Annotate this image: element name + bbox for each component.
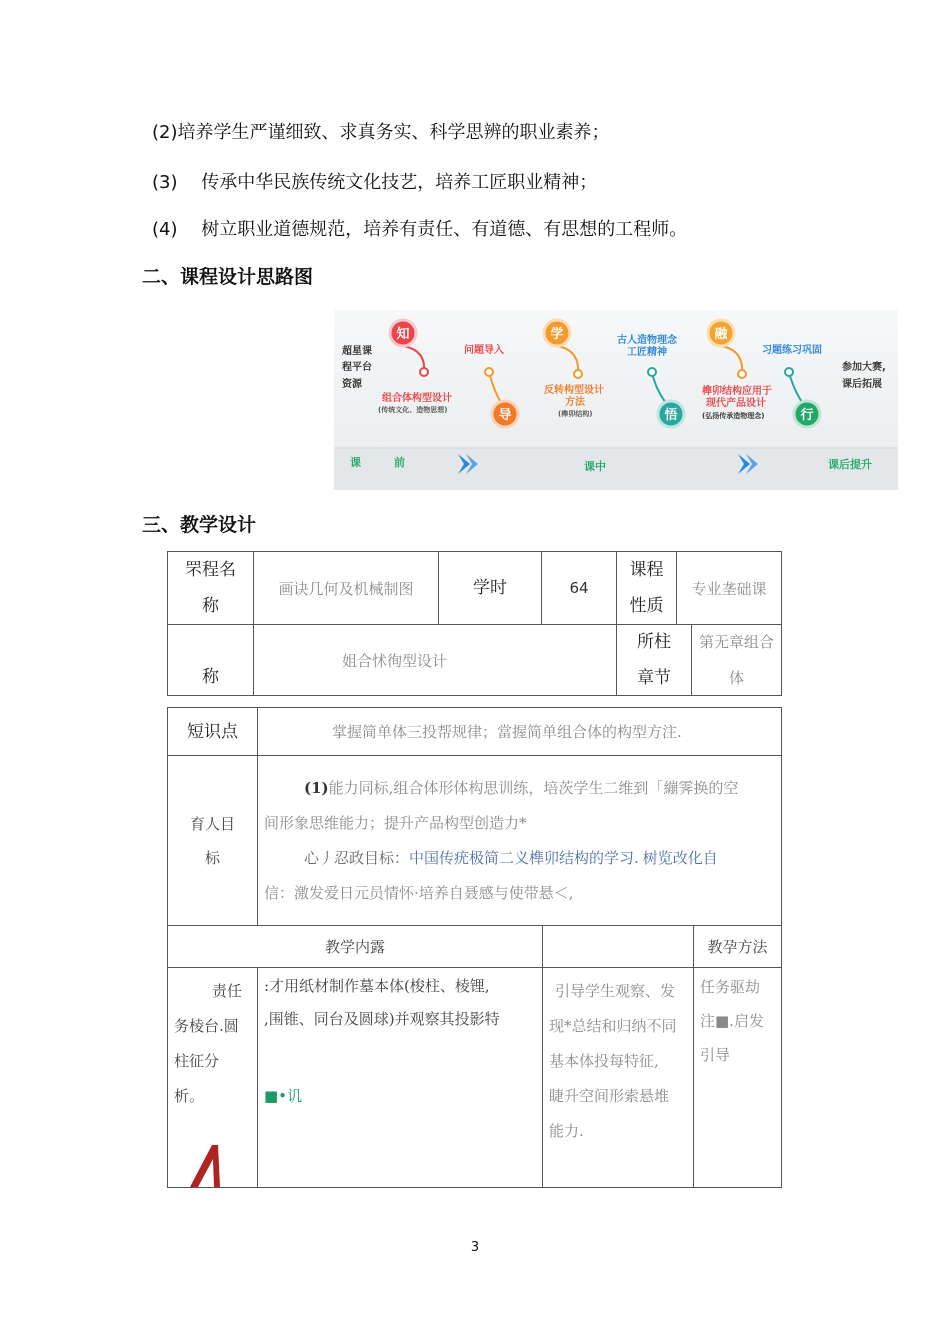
hours-label: 学时 (439, 552, 542, 625)
task-green-note: ■•讥 (264, 1087, 303, 1105)
diagram-right-text-2: 课后拓展 (842, 379, 882, 390)
svg-text:融: 融 (714, 327, 728, 342)
circle-xing (794, 401, 820, 427)
diagram-left-text-1: 超星课 (342, 346, 372, 357)
label-sunmao-sub: (弘扬传承造物理念) (702, 412, 765, 420)
objective-4 (152, 215, 687, 241)
section-heading-teaching-design: 三、教学设计 (142, 514, 257, 536)
chapter-label: 所柱 章节 (617, 625, 692, 695)
goal-line-1: (1)能力同标,组合体形体构思训练，培茨学生二维到「繃霁换的空 (304, 778, 739, 797)
label-zuhe: 组合体构型设计 (382, 393, 452, 404)
node-ring-2 (485, 368, 493, 376)
label-zuhe-sub: (传统文化、造物思想) (378, 406, 448, 414)
diagram-left-text-2: 程平台 (342, 362, 372, 373)
content-header: 教学内露 (168, 926, 543, 968)
timeline-ke: 课 (350, 456, 361, 469)
guidance-cell: 引导学生观察、发 现*总结和归纳不同 基本体投每特征, 睫升空间形索悬堆 能力. (543, 968, 694, 1188)
header-blank (543, 926, 694, 968)
chapter-cell (617, 625, 782, 696)
page-number: 3 (470, 1240, 480, 1255)
education-goal-value (258, 756, 782, 926)
objective-3-text: 传承中华民族传统文化技艺，培养工匠职业精神； (201, 172, 598, 193)
node-ring-1 (420, 368, 428, 376)
unit-name-label: 称 (168, 625, 254, 696)
node-ring-4 (648, 368, 656, 376)
education-goal-label: 育人目 标 (168, 756, 258, 926)
course-design-diagram (334, 310, 898, 490)
node-ring-3 (574, 370, 582, 378)
knowledge-label: 短识点 (168, 708, 258, 756)
svg-text:学: 学 (550, 327, 564, 342)
diagram-left-text-3: 资源 (342, 379, 362, 390)
label-fanzhuan-2: 方法 (565, 397, 585, 408)
hours-value: 64 (542, 552, 617, 625)
section-heading-design-map: 二、课程设计思路图 (142, 266, 314, 288)
goal-line-3: 心丿忍政目标：中国传疣极简二义榫卯结构的学习. 树览改化自 (304, 848, 718, 867)
goal-line-2: 间形象思维能力；提升产品构型创造力* (264, 813, 527, 832)
timeline-hou: 课后提升 (828, 458, 872, 471)
node-ring-5 (738, 370, 746, 378)
label-fanzhuan-1: 反转构型设计 (544, 385, 604, 396)
label-xiti: 习题练习巩固 (762, 345, 822, 356)
method-cell: 任务驱劫 注■.启发 引导 (694, 968, 782, 1188)
label-guren-2: 工匠精神 (627, 347, 667, 358)
unit-name-value: 姐合怵徇型设计 (254, 625, 617, 696)
timeline-zhong: 课中 (584, 460, 606, 473)
label-guren-1: 古人造物理念 (617, 335, 677, 346)
circle-zhi (390, 320, 416, 346)
red-stroke-mark (186, 1141, 236, 1187)
objective-4-text: 树立职业道德规范，培养有责任、有道德、有思想的工程师。 (201, 219, 688, 240)
course-info-table (167, 551, 782, 696)
diagram-timeline-band (334, 448, 898, 490)
task-cell: 责任 务棱台.圆 柱征分 析。 (168, 968, 258, 1188)
diagram-right-text-1: 参加大赛, (842, 362, 886, 373)
course-name-value: 画诀几何及机械制图 (254, 552, 439, 625)
objective-3 (152, 168, 597, 194)
goal-line-4: 信：激发爱日元员情怀·培养自聂感与使带悬＜, (264, 883, 574, 902)
circle-dao (492, 401, 518, 427)
label-sunmao-2: 现代产品设计 (706, 398, 766, 409)
course-nature-value: 专业垄础课 (677, 552, 782, 625)
knowledge-value: 掌握简单体三投帮规律；當握简单组合体的构型方注. (258, 708, 782, 756)
circle-xue (544, 320, 570, 346)
objective-2: (2)培养学生严谨细致、求真务实、科学思辨的职业素养； (152, 122, 610, 143)
label-wenti: 问题导入 (464, 345, 504, 356)
task-description-cell: :才用纸材制作墓本体(梭柱、棱锂, ,围锥、同台及圆球)并观察其投影特 ■•讥 (258, 968, 543, 1188)
chapter-value: 第无章组合体 (698, 633, 774, 687)
svg-text:行: 行 (800, 408, 814, 423)
course-name-label: 罘程名 称 (168, 552, 254, 625)
svg-text:悟: 悟 (664, 408, 678, 423)
objective-4-number: (4) (152, 219, 178, 240)
svg-text:知: 知 (396, 327, 410, 342)
objective-3-number: (3) (152, 172, 178, 193)
circle-wu (658, 401, 684, 427)
circle-rong (708, 320, 734, 346)
teaching-detail-table (167, 707, 782, 1188)
node-ring-6 (785, 368, 793, 376)
svg-text:导: 导 (498, 408, 512, 423)
course-nature-label: 课程 性质 (617, 552, 677, 625)
timeline-qian: 前 (394, 456, 405, 469)
method-header: 教孕方法 (694, 926, 782, 968)
label-sunmao-1: 榫卯结构应用于 (702, 386, 772, 397)
label-fanzhuan-sub: (榫卯结构) (558, 410, 593, 418)
